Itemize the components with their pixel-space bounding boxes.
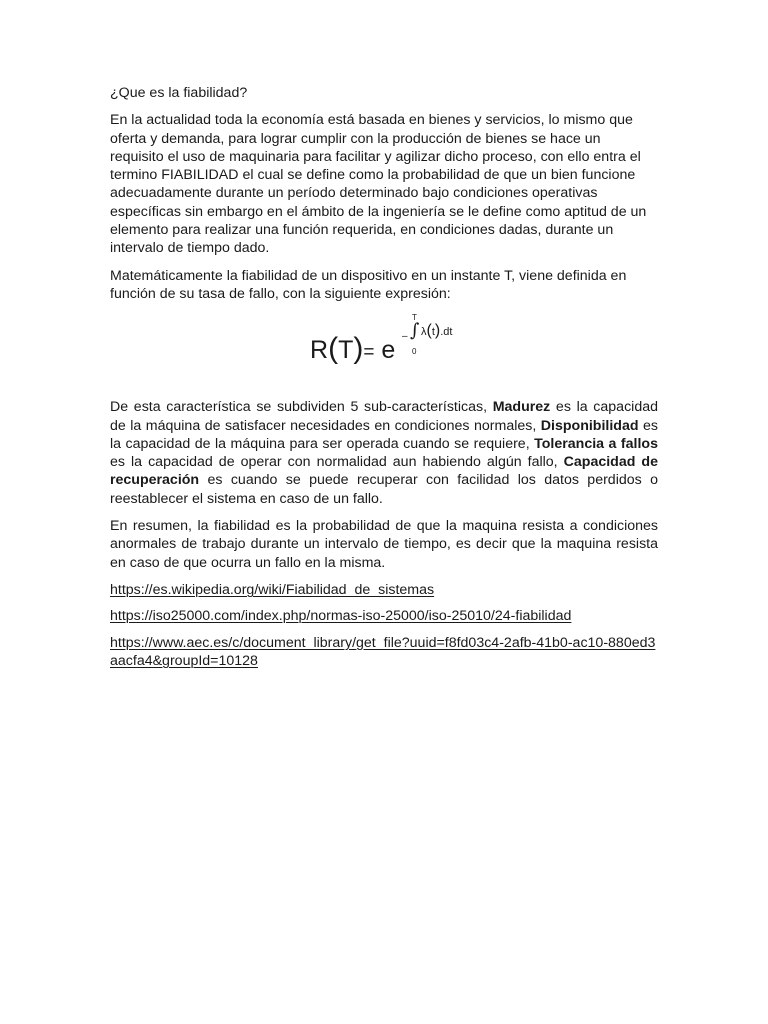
reference-link-wikipedia[interactable]: https://es.wikipedia.org/wiki/Fiabilidad_de_sistemas bbox=[110, 581, 435, 598]
paragraph-summary: En resumen, la fiabilidad es la probabilidad de que la maquina resista a condiciones anormales de trabajo durante un intervalo de tiempo, es decir que la maquina resista en caso de que ocurra un fallo en la misma. bbox=[110, 518, 658, 571]
formula-t: T bbox=[338, 336, 354, 365]
formula-equals: = bbox=[363, 342, 375, 364]
subchar-recuperacion: Capacidad de recuperación bbox=[110, 454, 658, 489]
paragraph-definition: En la actualidad toda la economía está basada en bienes y servicios, lo mismo que oferta y demanda, para lograr cumplir con la producción de bienes se hace un requisito el uso de maquinaria para facilitar y agilizar dicho proceso, con ello entra el termino FIABILIDAD el cual se define como la probabilidad de que un bien funcione adecuadamente durante un período determinado bajo condiciones operativas específicas sin embargo en el ámbito de la ingeniería se le define como aptitud de un elemento para realizar una función requerida, en condiciones dadas, durante un intervalo de tiempo dado. bbox=[110, 112, 647, 257]
integral-lower-limit: 0 bbox=[412, 347, 417, 357]
reliability-formula bbox=[110, 312, 658, 390]
integral-upper-limit: T bbox=[412, 313, 417, 323]
subchar-tolerancia: Tolerancia a fallos bbox=[534, 435, 658, 452]
exponent-minus: – bbox=[402, 331, 408, 343]
formula-base-e: e bbox=[381, 336, 396, 365]
subchar-text-1: De esta característica se subdividen 5 sub-características, bbox=[110, 399, 493, 416]
integrand-t: t bbox=[431, 326, 435, 339]
integrand bbox=[421, 322, 453, 340]
link-paragraph-1 bbox=[110, 581, 658, 599]
integrand-dt: .dt bbox=[440, 326, 453, 339]
link-paragraph-3 bbox=[110, 634, 658, 671]
integral-sign: ∫ bbox=[410, 320, 420, 342]
subchar-text-2: es la capacidad de la máquina de satisfacer necesidades en condiciones normales, bbox=[110, 399, 658, 434]
paragraph-subcharacteristics bbox=[110, 398, 658, 508]
formula-lhs bbox=[310, 334, 395, 368]
document-title: ¿Que es la fiabilidad? bbox=[110, 85, 248, 101]
subchar-disponibilidad: Disponibilidad bbox=[540, 417, 639, 434]
document-page bbox=[110, 84, 658, 678]
reference-link-aec[interactable]: https://www.aec.es/c/document_library/get_file?uuid=f8fd03c4-2afb-41b0-ac10-880ed3aacfa4&groupId=10128 bbox=[110, 634, 656, 669]
formula-r: R bbox=[310, 336, 329, 365]
formula-close-paren: ) bbox=[353, 332, 364, 366]
subchar-text-3: es la capacidad de la máquina para ser operada cuando se requiere, bbox=[110, 417, 658, 452]
reference-link-iso25000[interactable]: https://iso25000.com/index.php/normas-iso-25000/iso-25010/24-fiabilidad bbox=[110, 608, 572, 625]
formula-expression bbox=[310, 312, 470, 382]
paragraph-math-intro: Matemáticamente la fiabilidad de un dispositivo en un instante T, viene definida en función de su tasa de fallo, con la siguiente expresión: bbox=[110, 267, 627, 302]
lambda-symbol: λ bbox=[421, 326, 427, 339]
integrand-close-paren: ) bbox=[434, 322, 441, 340]
subchar-text-5: es cuando se puede recuperar con facilidad los datos perdidos o reestablecer el sistema en caso de un fallo. bbox=[110, 472, 658, 507]
formula-open-paren: ( bbox=[328, 332, 339, 366]
subchar-text-4: es la capacidad de operar con normalidad aun habiendo algún fallo, bbox=[110, 454, 564, 471]
integrand-open-paren: ( bbox=[426, 322, 432, 340]
link-paragraph-2 bbox=[110, 607, 658, 625]
subchar-madurez: Madurez bbox=[492, 399, 551, 416]
